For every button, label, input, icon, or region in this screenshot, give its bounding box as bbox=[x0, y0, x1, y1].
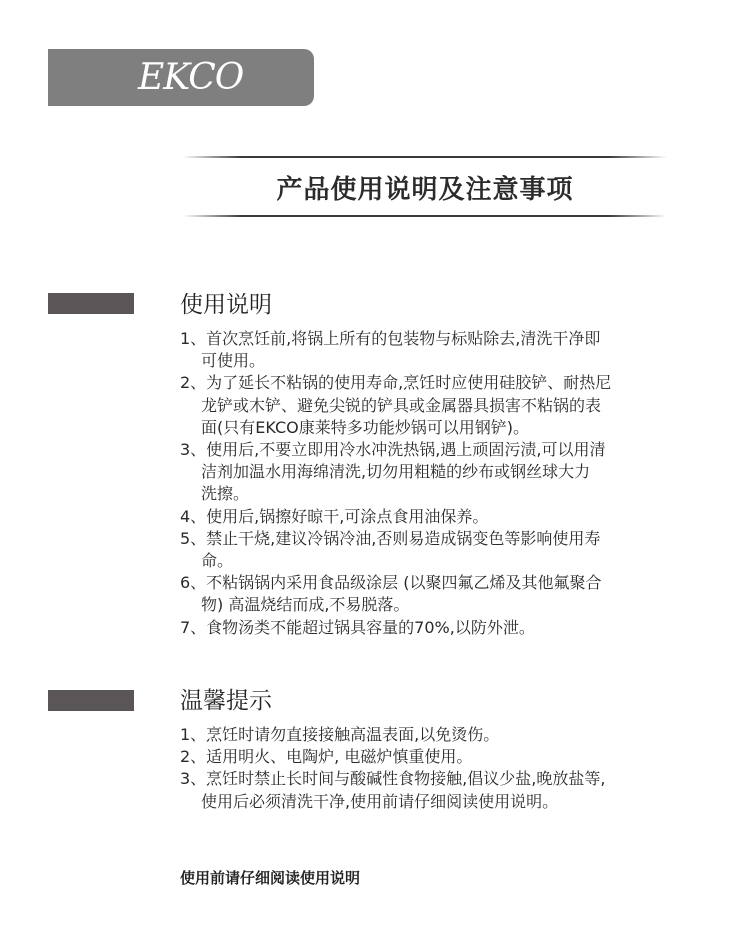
tips-list-item bbox=[180, 746, 700, 768]
usage-list-item bbox=[180, 328, 700, 372]
tips-list-item bbox=[180, 724, 700, 746]
brand-logo: EKCO bbox=[138, 57, 244, 98]
usage-item-line: 2、为了延长不粘锅的使用寿命,烹饪时应使用硅胶铲、耐热尼 bbox=[180, 373, 612, 393]
tips-item-line: 1、烹饪时请勿直接接触高温表面,以免烫伤。 bbox=[180, 725, 500, 744]
footer-note: 使用前请仔细阅读使用说明 bbox=[180, 869, 361, 887]
tips-item-line: 2、适用明火、电陶炉, 电磁炉慎重使用。 bbox=[180, 747, 473, 767]
usage-item-line: 洁剂加温水用海绵清洗,切勿用粗糙的纱布或钢丝球大力 bbox=[201, 462, 591, 482]
usage-list bbox=[180, 328, 700, 639]
usage-item-line: 6、不粘锅锅内采用食品级涂层 (以聚四氟乙烯及其他氟聚合 bbox=[180, 573, 602, 593]
tips-item-line: 3、烹饪时禁止长时间与酸碱性食物接触,倡议少盐,晚放盐等, bbox=[180, 769, 606, 789]
tips-section-marker bbox=[48, 690, 134, 711]
usage-item-line: 3、使用后,不要立即用冷水冲洗热锅,遇上顽固污渍,可以用清 bbox=[180, 440, 606, 460]
page-title: 产品使用说明及注意事项 bbox=[276, 175, 574, 205]
usage-list-item bbox=[180, 617, 700, 639]
usage-item-line: 1、首次烹饪前,将锅上所有的包装物与标贴除去,清洗干净即 bbox=[180, 329, 601, 348]
usage-item-line: 龙铲或木铲、避免尖锐的铲具或金属器具损害不粘锅的表 bbox=[201, 395, 602, 415]
tips-item-line: 使用后必须清洗干净,使用前请仔细阅读使用说明。 bbox=[201, 791, 559, 811]
title-rule-top bbox=[183, 156, 667, 158]
tips-list-item bbox=[180, 768, 700, 812]
usage-list-item bbox=[180, 572, 700, 616]
usage-item-line: 洗擦。 bbox=[201, 484, 250, 504]
usage-section-marker bbox=[48, 293, 134, 314]
usage-section-title: 使用说明 bbox=[180, 292, 272, 318]
usage-item-line: 物) 高温烧结而成,不易脱落。 bbox=[201, 595, 410, 615]
usage-list-item bbox=[180, 439, 700, 506]
usage-item-line: 5、禁止干烧,建议冷锅冷油,否则易造成锅变色等影响使用寿 bbox=[180, 528, 601, 548]
usage-list-item bbox=[180, 372, 700, 439]
usage-list-item bbox=[180, 528, 700, 572]
usage-item-line: 命。 bbox=[201, 551, 234, 571]
usage-list-item bbox=[180, 506, 700, 528]
tips-list bbox=[180, 724, 700, 813]
title-rule-bottom bbox=[183, 215, 667, 217]
tips-section-title: 温馨提示 bbox=[180, 688, 272, 714]
usage-item-line: 7、食物汤类不能超过锅具容量的70%,以防外泄。 bbox=[180, 617, 535, 637]
usage-item-line: 4、使用后,锅擦好晾干,可涂点食用油保养。 bbox=[180, 506, 489, 526]
usage-item-line: 面(只有EKCO康莱特多功能炒锅可以用钢铲)。 bbox=[201, 417, 529, 437]
usage-item-line: 可使用。 bbox=[201, 351, 266, 371]
